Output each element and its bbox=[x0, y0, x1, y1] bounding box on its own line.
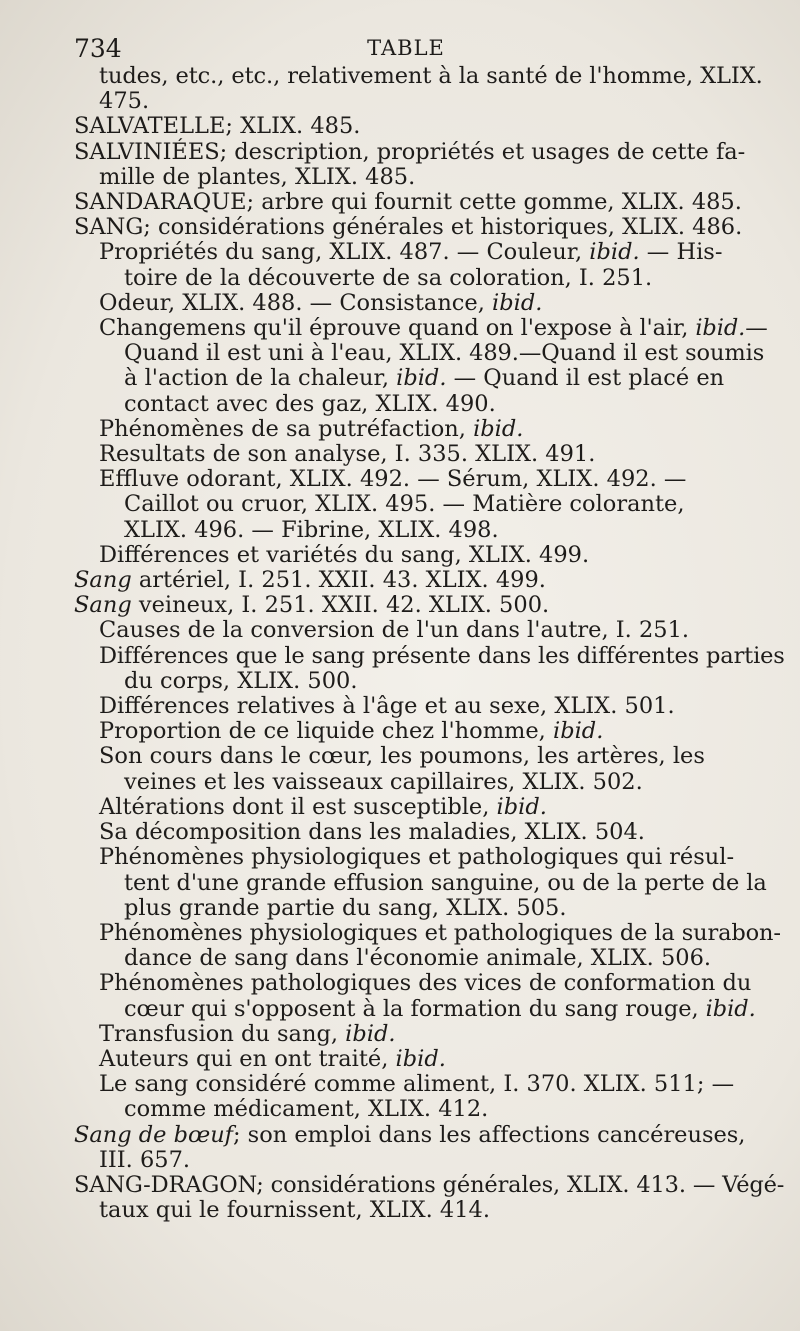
index-heading-line: Sang veineux, I. 251. XXII. 42. XLIX. 500. bbox=[74, 592, 550, 619]
index-line: dance de sang dans l'économie animale, XLIX. 506. bbox=[124, 945, 712, 972]
index-line: veines et les vaisseaux capillaires, XLIX. 502. bbox=[124, 768, 643, 795]
index-line: Différences que le sang présente dans les différentes parties bbox=[99, 642, 785, 669]
index-line: Odeur, XLIX. 488. — Consistance, ibid. bbox=[99, 289, 543, 316]
index-line: Phénomènes physiologiques et pathologiques de la surabon- bbox=[99, 919, 781, 946]
index-line: III. 657. bbox=[99, 1146, 191, 1173]
index-line: 475. bbox=[99, 88, 150, 115]
index-line: à l'action de la chaleur, ibid. — Quand il est placé en bbox=[124, 365, 725, 392]
index-line: Son cours dans le cœur, les poumons, les artères, les bbox=[99, 743, 705, 770]
index-line: cœur qui s'opposent à la formation du sang rouge, ibid. bbox=[124, 995, 756, 1022]
index-line: Phénomènes physiologiques et pathologiques qui résul- bbox=[99, 844, 735, 871]
index-heading-line: SANG-DRAGON; considérations générales, XLIX. 413. — Végé- bbox=[74, 1171, 785, 1198]
index-line: tent d'une grande effusion sanguine, ou de la perte de la bbox=[124, 869, 767, 896]
index-line: XLIX. 496. — Fibrine, XLIX. 498. bbox=[124, 516, 499, 543]
index-line: Différences et variétés du sang, XLIX. 499. bbox=[99, 541, 590, 568]
running-title: TABLE bbox=[367, 36, 445, 60]
index-line: Auteurs qui en ont traité, ibid. bbox=[99, 1045, 446, 1072]
index-line: Changemens qu'il éprouve quand on l'expose à l'air, ibid.— bbox=[99, 315, 768, 342]
index-line: tudes, etc., etc., relativement à la santé de l'homme, XLIX. bbox=[99, 63, 763, 89]
index-line: Resultats de son analyse, I. 335. XLIX. 491. bbox=[99, 441, 596, 468]
index-line: Propriétés du sang, XLIX. 487. — Couleur, ibid. — His- bbox=[99, 239, 723, 266]
index-line: Transfusion du sang, ibid. bbox=[99, 1020, 396, 1047]
index-heading-line: Sang de bœuf; son emploi dans les affections cancéreuses, bbox=[74, 1121, 746, 1148]
page-header bbox=[74, 30, 738, 62]
index-entries bbox=[74, 63, 785, 1224]
index-line: Différences relatives à l'âge et au sexe, XLIX. 501. bbox=[99, 693, 675, 720]
index-heading-line: SALVINIÉES; description, propriétés et usages de cette fa- bbox=[74, 138, 746, 165]
index-heading-line: SALVATELLE; XLIX. 485. bbox=[74, 113, 361, 140]
index-line: Caillot ou cruor, XLIX. 495. — Matière colorante, bbox=[124, 491, 685, 518]
index-line: taux qui le fournissent, XLIX. 414. bbox=[99, 1197, 491, 1224]
index-line: contact avec des gaz, XLIX. 490. bbox=[124, 390, 496, 417]
index-heading-line: Sang artériel, I. 251. XXII. 43. XLIX. 499. bbox=[74, 567, 546, 594]
index-heading-line: SANDARAQUE; arbre qui fournit cette gomme, XLIX. 485. bbox=[74, 189, 742, 216]
index-line: Altérations dont il est susceptible, ibid. bbox=[99, 793, 547, 820]
index-line: comme médicament, XLIX. 412. bbox=[124, 1096, 489, 1123]
index-line: Effluve odorant, XLIX. 492. — Sérum, XLIX. 492. — bbox=[99, 466, 687, 493]
index-line: Proportion de ce liquide chez l'homme, ibid. bbox=[99, 718, 604, 745]
index-line: Phénomènes pathologiques des vices de conformation du bbox=[99, 970, 752, 997]
index-line: Sa décomposition dans les maladies, XLIX. 504. bbox=[99, 819, 645, 846]
index-line: toire de la découverte de sa coloration, I. 251. bbox=[124, 264, 653, 291]
index-line: du corps, XLIX. 500. bbox=[124, 667, 358, 694]
index-heading-line: SANG; considérations générales et historiques, XLIX. 486. bbox=[74, 214, 743, 241]
index-line: Quand il est uni à l'eau, XLIX. 489.—Quand il est soumis bbox=[124, 340, 765, 367]
page-number: 734 bbox=[74, 34, 122, 63]
index-line: plus grande partie du sang, XLIX. 505. bbox=[124, 894, 567, 921]
index-line: Le sang considéré comme aliment, I. 370. XLIX. 511; — bbox=[99, 1071, 735, 1098]
index-line: mille de plantes, XLIX. 485. bbox=[99, 163, 416, 190]
index-line: Causes de la conversion de l'un dans l'autre, I. 251. bbox=[99, 617, 690, 644]
index-line: Phénomènes de sa putréfaction, ibid. bbox=[99, 415, 524, 442]
